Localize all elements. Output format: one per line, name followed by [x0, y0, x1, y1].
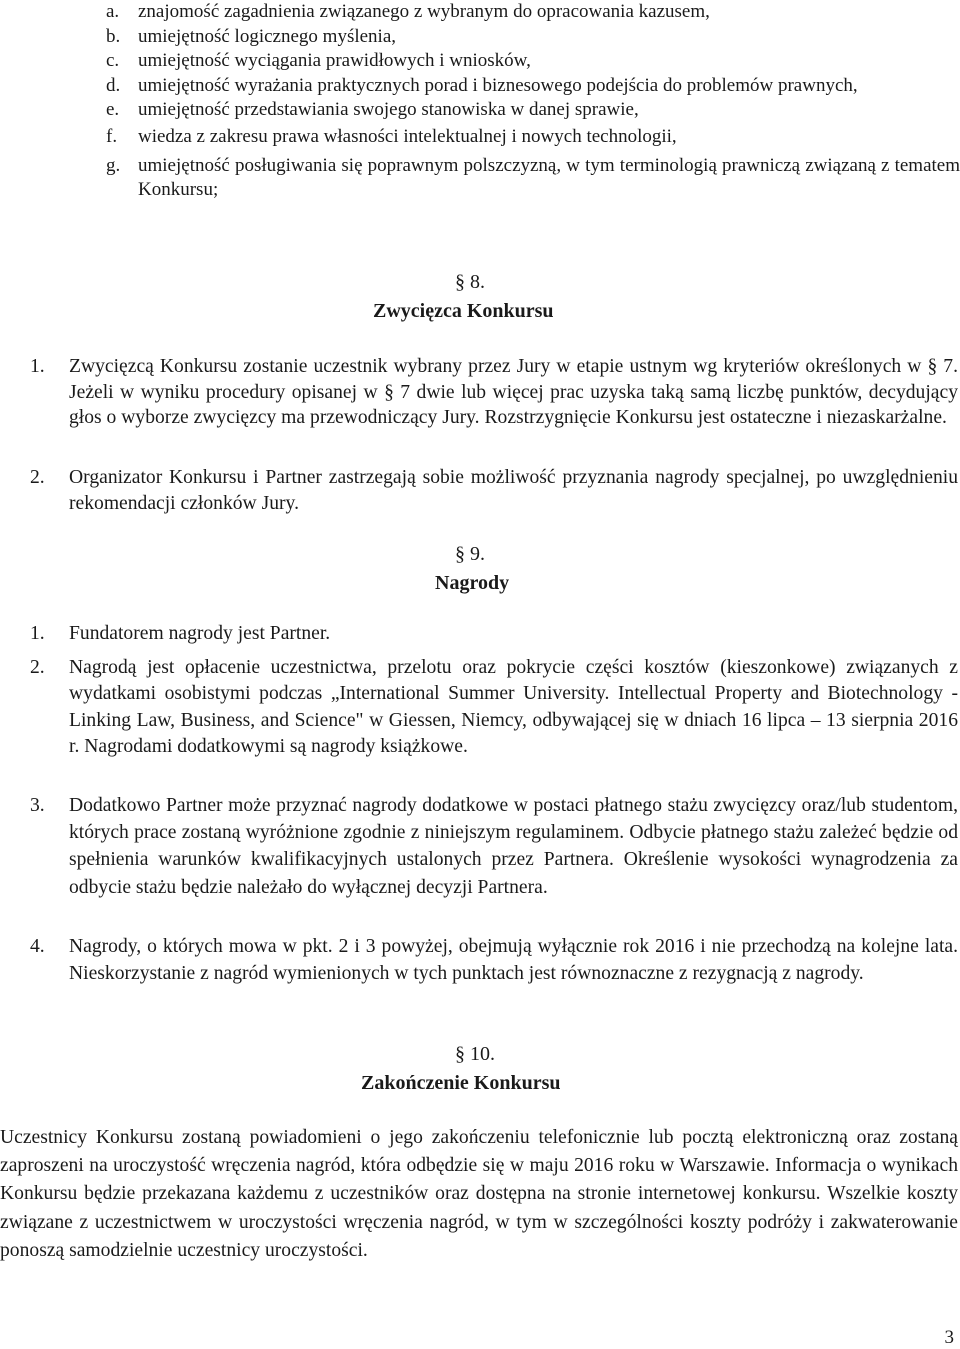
list-marker: d. — [106, 74, 121, 96]
paragraph-text: Organizator Konkursu i Partner zastrzegają sobie możliwość przyznania nagrody specjalnej, po uwzględnieniu rekomendacji członków Jury. — [69, 467, 958, 514]
paragraph-marker: 3. — [30, 795, 45, 816]
list-marker: e. — [106, 99, 120, 121]
paragraph-text: Nagrody, o których mowa w pkt. 2 i 3 powyżej, obejmują wyłącznie rok 2016 i nie przechodzą na kolejne lata. Nieskorzystanie z nagród wymienionych w tych punktach jest równoznaczne z rezygnacją z nagrody. — [69, 936, 958, 985]
list-text: umiejętność wyciągania prawidłowych i wniosków, — [138, 50, 531, 72]
list-text: umiejętność przedstawiania swojego stanowiska w danej sprawie, — [138, 99, 639, 121]
paragraph — [30, 655, 958, 761]
paragraph-marker: 1. — [30, 356, 45, 377]
list-marker: c. — [106, 50, 120, 72]
paragraph-text: Zwycięzcą Konkursu zostanie uczestnik wybrany przez Jury w etapie ustnym wg kryteriów określonych w § 7. Jeżeli w wyniku procedury opisanej w § 7 dwie lub więcej prac uzyska taką samą liczbę punktów, decydujący głos o wyborze zwycięzcy ma przewodniczący Jury. Rozstrzygnięcie Konkursu jest ostateczne i niezaskarżalne. — [69, 356, 958, 429]
list-item — [106, 125, 960, 150]
closing-paragraph: Uczestnicy Konkursu zostaną powiadomieni o jego zakończeniu telefonicznie lub pocztą elektroniczną oraz zostaną zaproszeni na uroczystość wręczenia nagród, która odbędzie się w maju 2016 roku w Warszawie. Informacja o wynikach Konkursu będzie przekazana każdemu z uczestników oraz dostępna na stronie internetowej konkursu. Wszelkie koszty związane z uczestnictwem w uroczystości wręczenia nagród, w tym w szczególności koszty podróży i zakwaterowanie ponoszą samodzielnie uczestnicy uroczystości. — [0, 1127, 958, 1261]
section-number: § 10. — [455, 1043, 495, 1065]
paragraph-text: Nagrodą jest opłacenie uczestnictwa, przelotu oraz pokrycie części kosztów (kieszonkowe) związanych z wydatkami osobistymi podczas „International Summer University. Intellectual Property and Biotechnology - Linking Law, Business, and Science" w Giessen, Niemcy, odbywającej się w dniach 16 lipca – 13 sierpnia 2016 r. Nagrodami dodatkowymi są nagrody książkowe. — [69, 657, 958, 758]
list-marker: b. — [106, 25, 121, 47]
list-item — [106, 154, 960, 203]
paragraph — [30, 792, 958, 901]
section-number: § 9. — [455, 543, 485, 565]
list-text: umiejętność logicznego myślenia, — [138, 25, 397, 47]
list-text: umiejętność posługiwania się poprawnym polszczyzną, w tym terminologią prawniczą związaną z tematem Konkursu; — [138, 154, 960, 201]
section-title: Zakończenie Konkursu — [361, 1072, 561, 1094]
list-text: znajomość zagadnienia związanego z wybranym do opracowania kazusem, — [138, 1, 710, 22]
section-number: § 8. — [455, 271, 485, 293]
paragraph-text: Dodatkowo Partner może przyznać nagrody dodatkowe w postaci płatnego stażu zwycięzcy oraz/lub studentom, których prace zostaną wyróżnione zgodnie z niniejszym regulaminem. Odbycie płatnego stażu zależeć będzie od spełnienia warunków kwalifikacyjnych ustalonych przez Partnera. Określenie wysokości wynagrodzenia za odbycie stażu będzie należało do wyłącznej decyzji Partnera. — [69, 795, 958, 898]
list-item — [106, 74, 960, 99]
list-item — [106, 49, 960, 74]
list-marker: g. — [106, 154, 121, 176]
list-marker: a. — [106, 1, 120, 22]
list-marker: f. — [106, 125, 118, 147]
page-number: 3 — [944, 1327, 954, 1348]
paragraph — [30, 465, 958, 516]
list-text: wiedza z zakresu prawa własności intelektualnej i nowych technologii, — [138, 125, 677, 147]
paragraph-marker: 4. — [30, 936, 45, 957]
list-item — [106, 0, 960, 25]
paragraph-marker: 2. — [30, 467, 45, 488]
paragraph — [30, 933, 958, 987]
paragraph — [30, 354, 958, 431]
list-item — [106, 98, 960, 123]
paragraph — [30, 621, 958, 647]
section-title: Zwycięzca Konkursu — [373, 300, 554, 322]
section-title: Nagrody — [435, 572, 510, 594]
paragraph-marker: 1. — [30, 623, 45, 644]
list-item — [106, 25, 960, 50]
criteria-list — [106, 0, 960, 203]
paragraph-marker: 2. — [30, 657, 45, 678]
list-text: umiejętność wyrażania praktycznych porad i biznesowego podejścia do problemów prawnych, — [138, 74, 858, 96]
paragraph-text: Fundatorem nagrody jest Partner. — [69, 623, 331, 644]
